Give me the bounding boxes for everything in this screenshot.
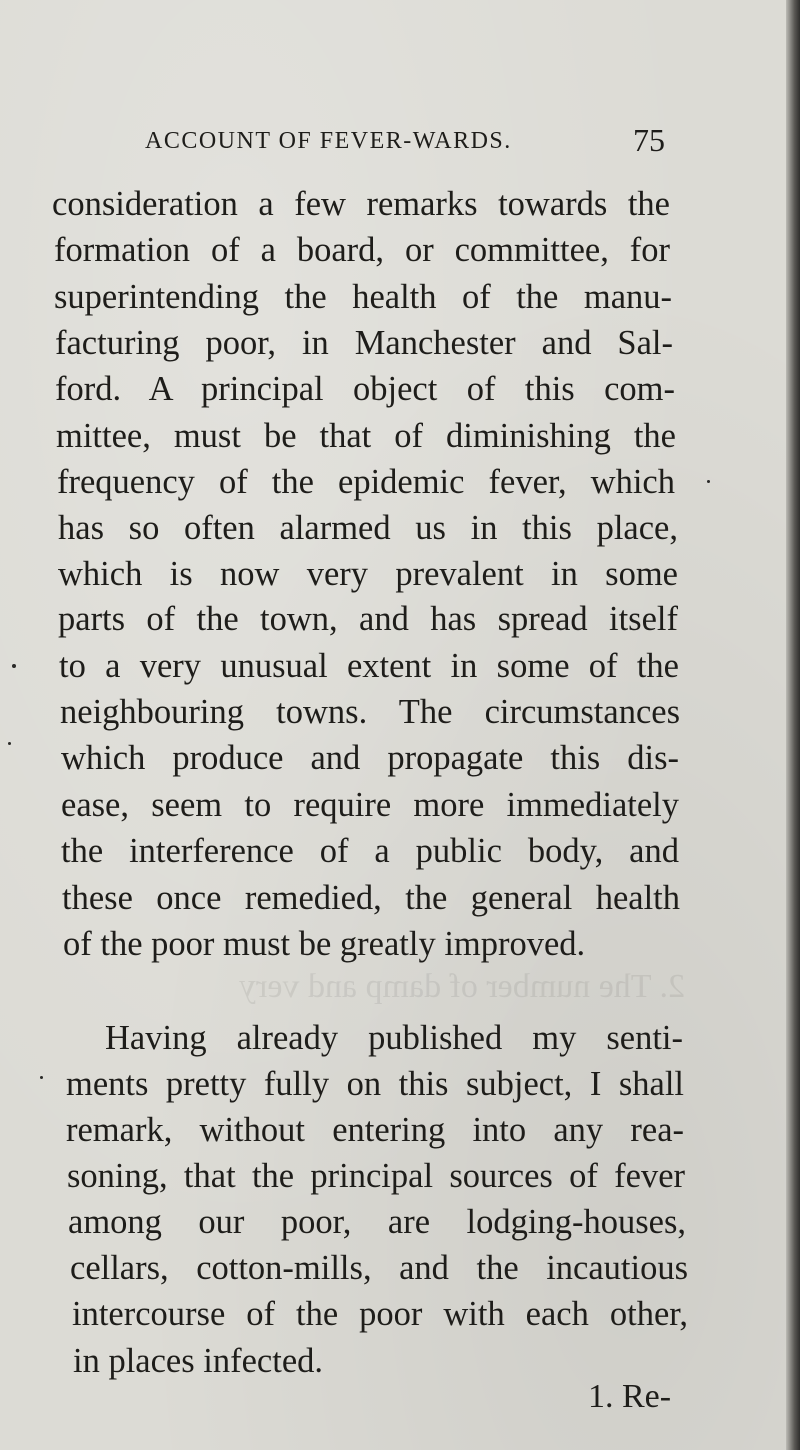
text-line: intercourse of the poor with each other, bbox=[72, 1295, 688, 1333]
text-line: in places infected. bbox=[73, 1342, 324, 1380]
text-line: to a very unusual extent in some of the bbox=[59, 647, 679, 685]
page-edge bbox=[786, 0, 800, 1450]
text-line: Having already published my senti- bbox=[105, 1019, 683, 1057]
text-line: frequency of the epidemic fever, which bbox=[57, 463, 675, 501]
text-line: superintending the health of the manu- bbox=[54, 278, 672, 316]
text-line: remark, without entering into any rea- bbox=[66, 1111, 684, 1149]
text-line: soning, that the principal sources of fever bbox=[67, 1157, 685, 1195]
text-line: these once remedied, the general health bbox=[62, 879, 680, 917]
page-number: 75 bbox=[633, 122, 665, 158]
text-line: mittee, must be that of diminishing the bbox=[56, 417, 676, 455]
text-line: which is now very prevalent in some bbox=[58, 555, 678, 593]
text-line: has so often alarmed us in this place, bbox=[58, 509, 678, 547]
text-line: of the poor must be greatly improved. bbox=[63, 925, 586, 963]
text-line: cellars, cotton-mills, and the incautious bbox=[70, 1249, 688, 1287]
paper-speck bbox=[8, 742, 11, 745]
text-line: ments pretty fully on this subject, I shall bbox=[66, 1065, 684, 1103]
text-line: consideration a few remarks towards the bbox=[52, 185, 670, 223]
text-line: facturing poor, in Manchester and Sal- bbox=[55, 324, 673, 362]
text-line: ford. A principal object of this com- bbox=[55, 370, 675, 408]
paper-speck bbox=[40, 1076, 43, 1079]
catchword: 1. Re- bbox=[588, 1378, 672, 1415]
paper-speck bbox=[12, 664, 16, 668]
text-line: neighbouring towns. The circumstances bbox=[60, 693, 680, 731]
text-line: formation of a board, or committee, for bbox=[54, 231, 670, 269]
text-line: which produce and propagate this dis- bbox=[61, 739, 679, 777]
text-line: the interference of a public body, and bbox=[61, 832, 679, 870]
text-line: ease, seem to require more immediately bbox=[61, 786, 679, 824]
text-line: among our poor, are lodging-houses, bbox=[68, 1203, 686, 1241]
running-head-title: ACCOUNT OF FEVER-WARDS. bbox=[145, 128, 512, 154]
text-line: parts of the town, and has spread itself bbox=[58, 600, 678, 638]
running-head bbox=[145, 122, 665, 162]
paper-speck bbox=[707, 480, 710, 483]
show-through-text: 2. The number of damp and very bbox=[239, 968, 685, 1005]
